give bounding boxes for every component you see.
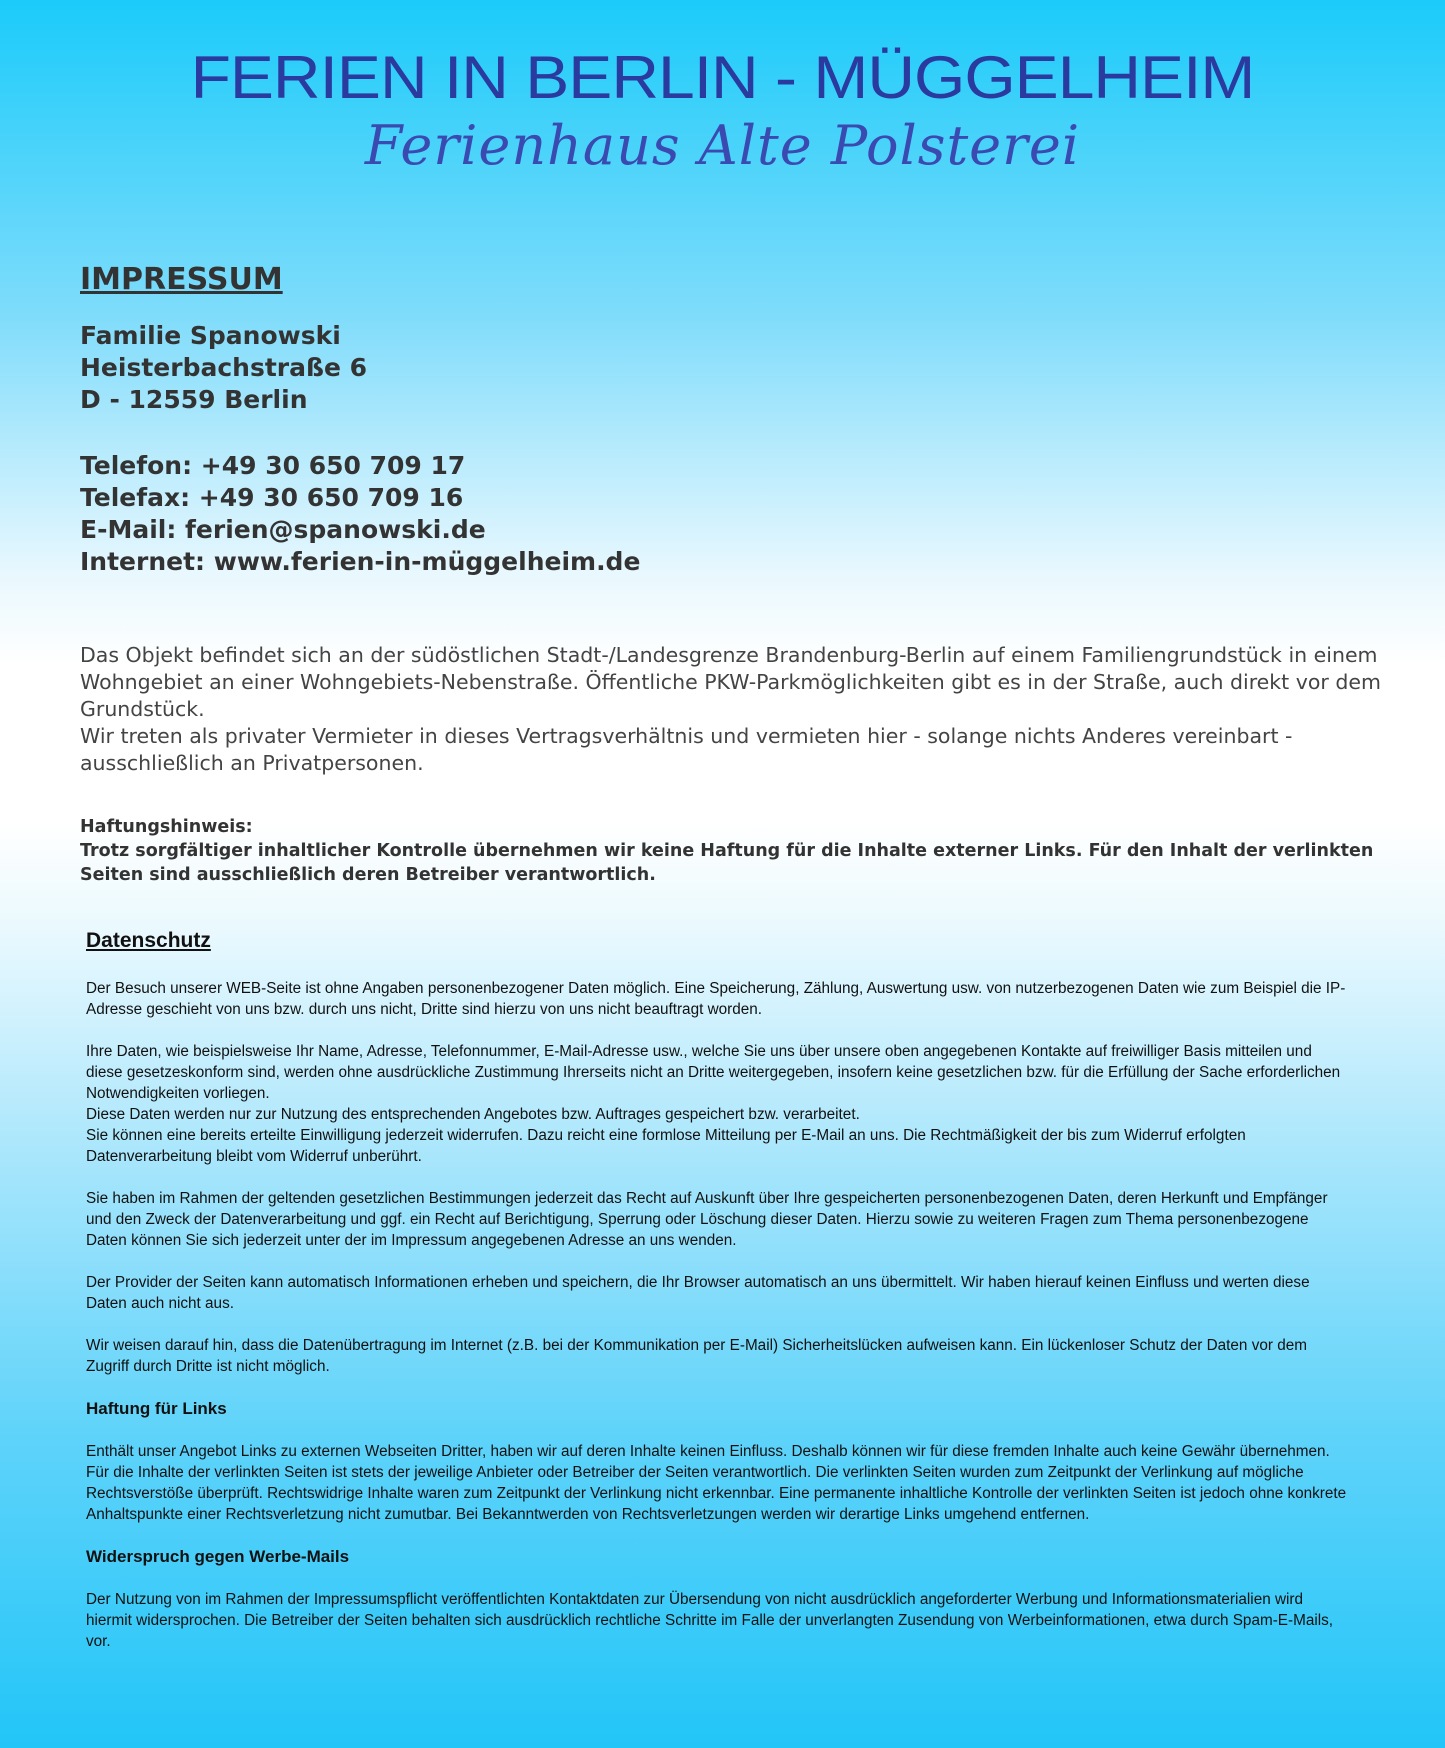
privacy-paragraph-4: Der Provider der Seiten kann automatisch Informationen erheben und speichern, die Ihr Browser automatisch an uns übermittelt. Wir haben hierauf keinen Einfluss und werten diese Daten auch nicht aus.	[86, 1274, 1310, 1312]
fax-line: Telefax: +49 30 650 709 16	[80, 483, 464, 512]
links-liability-text: Enthält unser Angebot Links zu externen Webseiten Dritter, haben wir auf deren Inhalte keinen Einfluss. Deshalb können wir für diese fremden Inhalte auch keine Gewähr übernehmen. Für die Inhalte der verlinkten Seiten ist stets der jeweilige Anbieter oder Betreiber der Seiten verantwortlich. Die verlinkten Seiten wurden zum Zeitpunkt der Verlinkung auf mögliche Rechtsverstöße überprüft. Rechtswidrige Inhalte waren zum Zeitpunkt der Verlinkung nicht erkennbar. Eine permanente inhaltliche Kontrolle der verlinkten Seiten ist jedoch ohne konkrete Anhaltspunkte einer Rechtsverletzung nicht zumutbar. Bei Bekanntwerden von Rechtsverletzungen werden wir derartige Links umgehend entfernen.	[86, 1443, 1347, 1523]
privacy-paragraph-2c: Sie können eine bereits erteilte Einwilligung jederzeit widerrufen. Dazu reicht eine formlose Mitteilung per E-Mail an uns. Die Rechtmäßigkeit der bis zum Widerruf erfolgten Datenverarbeitung bleibt vom Widerruf unberührt.	[86, 1127, 1246, 1165]
impressum-heading: IMPRESSUM	[80, 262, 283, 297]
privacy-heading: Datenschutz	[86, 929, 211, 952]
city-address: D - 12559 Berlin	[80, 385, 308, 414]
liability-notice	[80, 815, 1400, 887]
privacy-paragraph-3: Sie haben im Rahmen der geltenden gesetzlichen Bestimmungen jederzeit das Recht auf Auskunft über Ihre gespeicherten personenbezogenen Daten, deren Herkunft und Empfänger und den Zweck der Datenverarbeitung und ggf. ein Recht auf Berichtigung, Sperrung oder Löschung dieser Daten. Hierzu sowie zu weiteren Fragen zum Thema personenbezogene Daten können Sie sich jederzeit unter der im Impressum angegebenen Adresse an uns wenden.	[86, 1190, 1328, 1249]
email-line: E-Mail: ferien@spanowski.de	[80, 515, 486, 544]
liability-title: Haftungshinweis:	[80, 817, 253, 837]
intro-text	[80, 642, 1390, 777]
site-title: FERIEN IN BERLIN - MÜGGELHEIM	[190, 42, 1255, 112]
privacy-paragraph-2a: Ihre Daten, wie beispielsweise Ihr Name, Adresse, Telefonnummer, E-Mail-Adresse usw., welche Sie uns über unsere oben angegebenen Kontakte auf freiwilliger Basis mitteilen und diese gesetzeskonform sind, werden ohne ausdrückliche Zustimmung Ihrerseits nicht an Dritte weitergegeben, insofern keine gesetzlichen bzw. für die Erfüllung der Sache erforderlichen Notwendigkeiten vorliegen.	[86, 1043, 1341, 1102]
intro-paragraph-rental: Wir treten als privater Vermieter in dieses Vertragsverhältnis und vermieten hier - solange nichts Anderes vereinbart - ausschließlich an Privatpersonen.	[80, 724, 1293, 775]
internet-line: Internet: www.ferien-in-müggelheim.de	[80, 547, 641, 576]
ad-mail-objection-heading: Widerspruch gegen Werbe-Mails	[86, 1547, 350, 1566]
site-header	[0, 42, 1445, 176]
contact-block	[80, 450, 640, 578]
phone-line: Telefon: +49 30 650 709 17	[80, 451, 466, 480]
site-subtitle: Ferienhaus Alte Polsterei	[364, 114, 1081, 177]
ad-mail-objection-text: Der Nutzung von im Rahmen der Impressumspflicht veröffentlichten Kontaktdaten zur Übersendung von nicht ausdrücklich angeforderter Werbung und Informationsmaterialien wird hiermit widersprochen. Die Betreiber der Seiten behalten sich ausdrücklich rechtliche Schritte im Falle der unverlangten Zusendung von Werbeinformationen, etwa durch Spam-E-Mails, vor.	[86, 1591, 1334, 1650]
privacy-paragraph-2b: Diese Daten werden nur zur Nutzung des entsprechenden Angebotes bzw. Auftrages gespeichert bzw. verarbeitet.	[86, 1106, 860, 1123]
links-liability-heading: Haftung für Links	[86, 1399, 227, 1418]
privacy-section	[86, 928, 1352, 1673]
privacy-paragraph-1: Der Besuch unserer WEB-Seite ist ohne Angaben personenbezogener Daten möglich. Eine Speicherung, Zählung, Auswertung usw. von nutzerbezogenen Daten wie zum Beispiel die IP-Adresse geschieht von uns bzw. durch uns nicht, Dritte sind hierzu von uns nicht beauftragt worden.	[86, 980, 1346, 1018]
owner-name: Familie Spanowski	[80, 321, 341, 350]
street-address: Heisterbachstraße 6	[80, 353, 368, 382]
address-block	[80, 320, 367, 416]
privacy-paragraph-5: Wir weisen darauf hin, dass die Datenübertragung im Internet (z.B. bei der Kommunikation per E-Mail) Sicherheitslücken aufweisen kann. Ein lückenloser Schutz der Daten vor dem Zugriff durch Dritte ist nicht möglich.	[86, 1337, 1307, 1375]
liability-text: Trotz sorgfältiger inhaltlicher Kontrolle übernehmen wir keine Haftung für die Inhalte externer Links. Für den Inhalt der verlinkten Seiten sind ausschließlich deren Betreiber verantwortlich.	[80, 841, 1374, 885]
intro-paragraph-location: Das Objekt befindet sich an der südöstlichen Stadt-/Landesgrenze Brandenburg-Berlin auf einem Familiengrundstück in einem Wohngebiet an einer Wohngebiets-Nebenstraße. Öffentliche PKW-Parkmöglichkeiten gibt es in der Straße, auch direkt vor dem Grundstück.	[80, 643, 1381, 721]
